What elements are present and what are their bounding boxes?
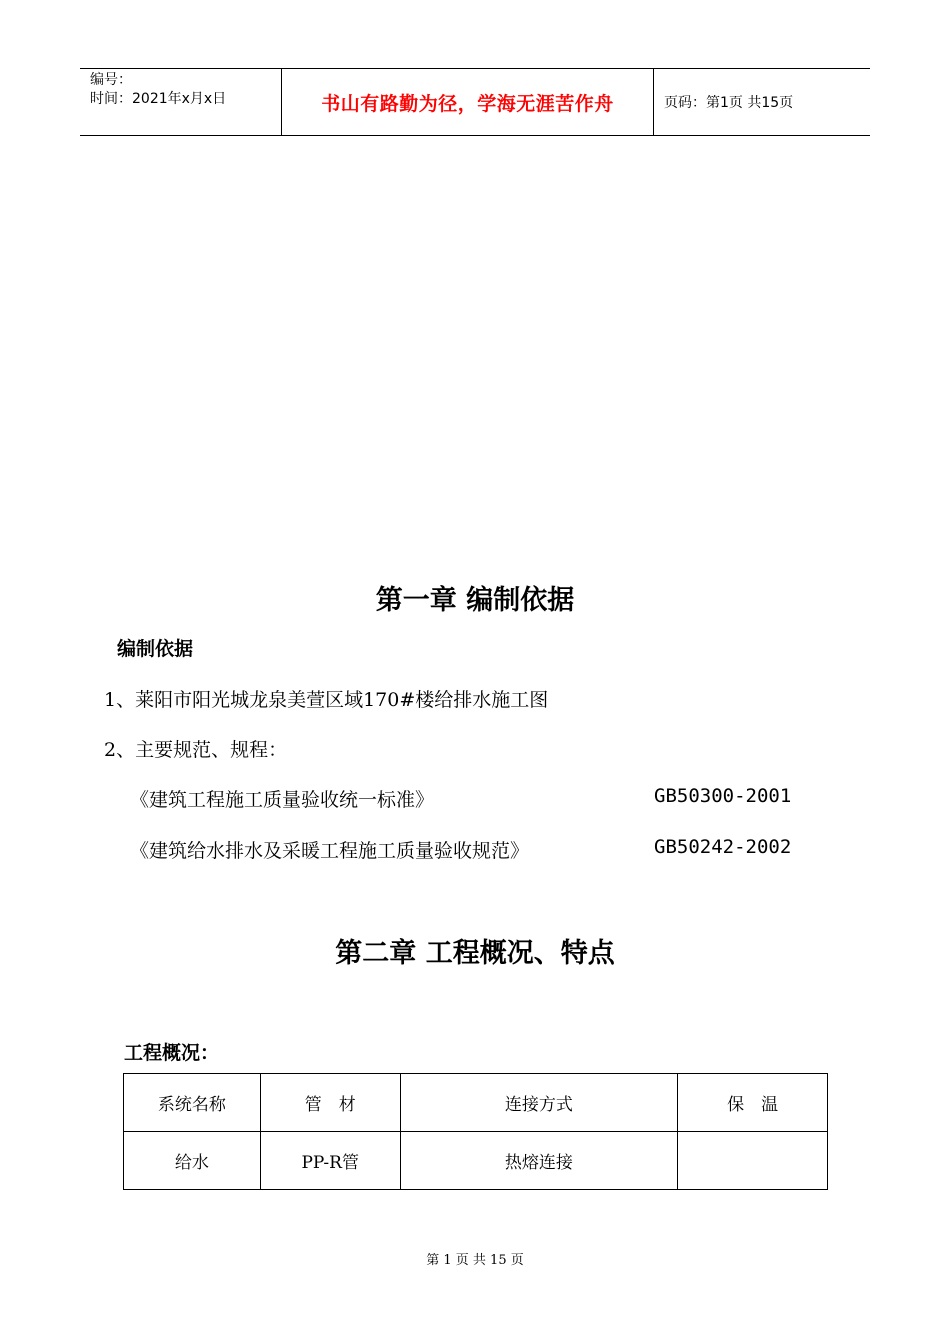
table-cell: 给水 xyxy=(124,1132,261,1190)
table-cell: 热熔连接 xyxy=(400,1132,678,1190)
document-date-label: 时间：2021年x月x日 xyxy=(90,91,227,107)
header-motto: 书山有路勤为径，学海无涯苦作舟 xyxy=(282,69,654,135)
table-header-cell: 系统名称 xyxy=(124,1074,261,1132)
page-footer: 第 1 页 共 15 页 xyxy=(426,1253,524,1268)
standard-name: 《建筑给水排水及采暖工程施工质量验收规范》 xyxy=(130,840,530,862)
table-header-row xyxy=(124,1074,828,1132)
table-row xyxy=(124,1132,828,1190)
chapter-2-section-title: 工程概况： xyxy=(124,1042,220,1064)
header-meta-cell xyxy=(80,69,282,135)
table-header-cell: 管 材 xyxy=(260,1074,400,1132)
chapter-2-title: 第二章 工程概况、特点 xyxy=(335,938,615,969)
standard-name: 《建筑工程施工质量验收统一标准》 xyxy=(130,789,435,811)
table-cell xyxy=(678,1132,828,1190)
chapter-1-section-title: 编制依据 xyxy=(117,638,194,660)
table-header-cell: 保 温 xyxy=(678,1074,828,1132)
header-page-number: 页码：第1页 共15页 xyxy=(664,95,794,111)
basis-item-2: 2、主要规范、规程： xyxy=(104,739,288,761)
page-header xyxy=(80,68,870,136)
standard-code: GB50300-2001 xyxy=(654,785,792,807)
table-cell: PP-R管 xyxy=(260,1132,400,1190)
project-overview-table xyxy=(123,1073,828,1190)
chapter-1-title: 第一章 编制依据 xyxy=(375,585,575,616)
table-header-cell: 连接方式 xyxy=(400,1074,678,1132)
basis-item-1: 1、莱阳市阳光城龙泉美萱区域170#楼给排水施工图 xyxy=(104,689,549,711)
document-number-label: 编号： xyxy=(90,72,132,88)
standard-code: GB50242-2002 xyxy=(654,836,792,858)
